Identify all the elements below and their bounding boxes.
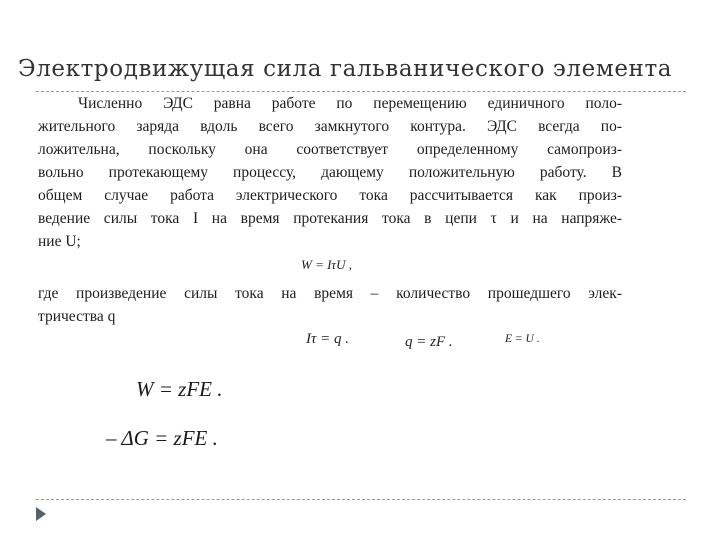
text-line: ние U; — [38, 233, 81, 250]
formula-emf: E = U . — [505, 333, 540, 345]
text-line: ложительна, поскольку она соответствует определенному самопроиз- — [38, 141, 622, 158]
text-line: где произведение силы тока на время – количество прошедшего элек- — [38, 285, 622, 302]
footer-divider — [36, 499, 686, 500]
formula-gibbs: – ΔG = zFE . — [106, 426, 218, 450]
text-line: вольно протекающему процессу, дающему положительную работу. В — [38, 164, 622, 181]
slide-title: Электродвижущая сила гальванического элемента — [18, 56, 673, 82]
formula-charge: Iτ = q . — [306, 331, 349, 347]
formula-faraday: q = zF . — [405, 334, 453, 350]
text-line: жительного заряда вдоль всего замкнутого контура. ЭДС всегда по- — [38, 118, 622, 135]
triangle-right-icon — [36, 507, 46, 521]
text-line: ведение силы тока I на время протекания тока в цепи τ и на напряже- — [38, 210, 622, 227]
text-line: тричества q — [38, 308, 116, 325]
formula-work-zfe: W = zFE . — [136, 377, 223, 401]
formula-work: W = IτU , — [301, 257, 352, 272]
text-line: общем случае работа электрического тока рассчитывается как произ- — [38, 187, 622, 204]
title-divider — [36, 91, 686, 92]
text-line: Численно ЭДС равна работе по перемещению единичного поло- — [78, 95, 622, 112]
